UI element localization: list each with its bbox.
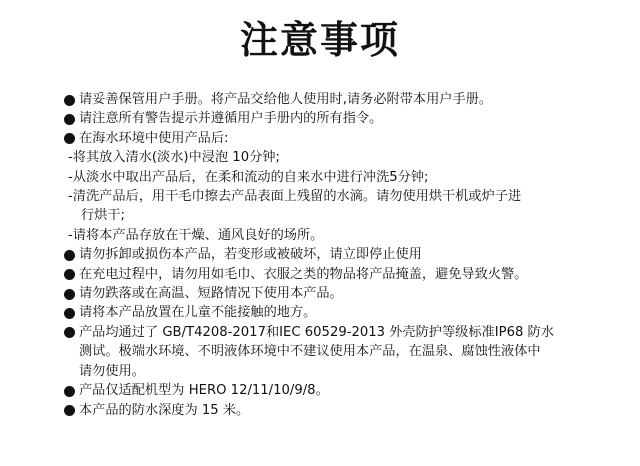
bullet-item <box>64 129 584 148</box>
bullet-item-continuation <box>64 342 584 361</box>
note-text: -将其放入清水(淡水)中浸泡 10分钟; <box>68 150 280 166</box>
note-text: 在海水环境中使用产品后: <box>79 130 229 146</box>
note-text: 请妥善保管用户手册。将产品交给他人使用时,请务必附带本用户手册。 <box>79 92 493 107</box>
bullet-item <box>64 90 584 109</box>
bullet-dot-icon <box>64 327 75 338</box>
bullet-dot-icon <box>64 269 75 280</box>
sub-item <box>64 226 584 245</box>
sub-item-continuation <box>64 206 584 225</box>
note-text: 请注意所有警告提示并遵循用户手册内的所有指令。 <box>79 111 383 127</box>
page-title: 注意事项 <box>239 18 400 62</box>
bullet-item <box>64 245 584 264</box>
sub-item <box>64 148 584 167</box>
note-text: 请将本产品放置在儿童不能接触的地方。 <box>79 305 317 321</box>
bullet-item <box>64 303 584 322</box>
bullet-item <box>64 381 584 400</box>
bullet-item <box>64 323 584 342</box>
note-text: -请将本产品存放在干燥、通风良好的场所。 <box>68 227 324 243</box>
note-text: 请勿使用。 <box>79 363 145 379</box>
note-text: -从淡水中取出产品后，在柔和流动的自来水中进行冲洗5分钟; <box>68 169 429 185</box>
bullet-dot-icon <box>64 289 75 300</box>
note-text: 请勿跌落或在高温、短路情况下使用本产品。 <box>79 286 343 302</box>
note-text: 测试。极端水环境、不明液体环境中不建议使用本产品，在温泉、腐蚀性液体中 <box>79 344 541 360</box>
bullet-dot-icon <box>64 308 75 319</box>
bullet-item <box>64 401 584 420</box>
bullet-dot-icon <box>64 386 75 397</box>
note-text: 在充电过程中，请勿用如毛巾、衣服之类的物品将产品掩盖，避免导致火警。 <box>79 266 528 282</box>
note-text: 产品均通过了 GB/T4208-2017和IEC 60529-2013 外壳防护等级标准IP68 防水 <box>79 324 554 340</box>
bullet-item <box>64 265 584 284</box>
bullet-item-continuation <box>64 362 584 381</box>
bullet-dot-icon <box>64 250 75 261</box>
sub-item <box>64 187 584 206</box>
bullet-dot-icon <box>64 133 75 144</box>
sub-item <box>64 168 584 187</box>
note-text: -清洗产品后，用干毛巾擦去产品表面上残留的水滴。请勿使用烘干机或炉子进 <box>68 189 522 205</box>
bullet-item <box>64 284 584 303</box>
note-text: 产品仅适配机型为 HERO 12/11/10/9/8。 <box>79 383 329 399</box>
bullet-dot-icon <box>64 114 75 125</box>
bullet-dot-icon <box>64 405 75 416</box>
bullet-item <box>64 109 584 128</box>
bullet-dot-icon <box>64 95 75 106</box>
precautions-list <box>64 90 584 420</box>
note-text: 请勿拆卸或损伤本产品，若变形或被破坏，请立即停止使用 <box>79 247 422 263</box>
note-text: 行烘干; <box>81 208 126 224</box>
note-text: 本产品的防水深度为 15 米。 <box>79 402 250 418</box>
